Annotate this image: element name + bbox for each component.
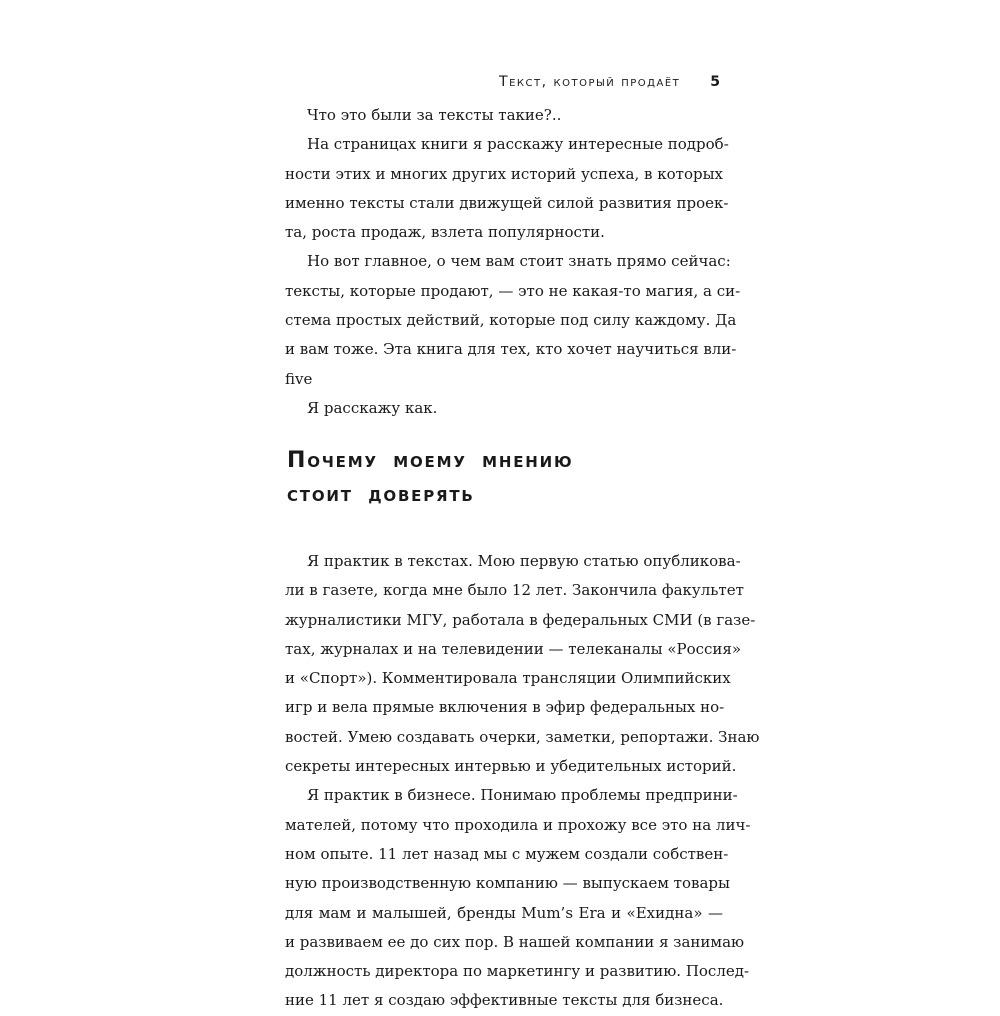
- text-line: журналистики МГУ, работала в федеральных СМИ (в газе-: [285, 610, 756, 629]
- text-line: и «Спорт»). Комментировала трансляции Олимпийских: [285, 669, 731, 688]
- text-line: тексты, которые продают, — это не какая-то магия, а си-: [285, 281, 741, 300]
- text-line: ном опыте. 11 лет назад мы с мужем создали собствен-: [285, 844, 729, 863]
- text-line: мателей, потому что проходила и прохожу все это на лич-: [285, 815, 751, 834]
- text-line: ную производственную компанию — выпускаем товары: [285, 874, 730, 893]
- text-line: Я практик в текстах. Мою первую статью опубликова-: [307, 552, 741, 570]
- text-line: ности этих и многих других историй успеха, в которых: [285, 164, 723, 183]
- text-line: ли в газете, когда мне было 12 лет. Закончила факультет: [285, 581, 744, 600]
- page-number: 5: [710, 74, 720, 90]
- text-line: должность директора по маркетингу и развитию. Послед-: [285, 962, 750, 981]
- text-line: На страницах книги я расскажу интересные подроб-: [307, 135, 729, 154]
- text-line: игр и вела прямые включения в эфир федеральных но-: [285, 698, 725, 717]
- intro-paragraphs: [285, 101, 741, 423]
- text-line: Я расскажу как.: [307, 398, 438, 417]
- running-title: Текст, который продаёт: [499, 74, 681, 90]
- text-line: ние 11 лет я создаю эффективные тексты для бизнеса.: [285, 991, 724, 1010]
- text-line: five: [285, 369, 313, 388]
- text-line: Я практик в бизнесе. Понимаю проблемы предприни-: [307, 786, 738, 805]
- text-line: та, роста продаж, взлета популярности.: [285, 223, 605, 242]
- section-heading-line: Почему моему мнению: [287, 448, 574, 473]
- text-line: тах, журналах и на телевидении — телеканалы «Россия»: [285, 639, 742, 658]
- running-header: [440, 68, 720, 96]
- text-line: и развиваем ее до сих пор. В нашей компании я занимаю: [285, 932, 745, 951]
- text-line: востей. Умею создавать очерки, заметки, репортажи. Знаю: [285, 727, 760, 746]
- section-heading-line: стоит доверять: [287, 482, 475, 507]
- section-body: [285, 547, 760, 1016]
- section-heading: [287, 444, 707, 512]
- text-line: Что это были за тексты такие?..: [307, 106, 562, 124]
- text-line: стема простых действий, которые под силу каждому. Да: [285, 311, 737, 330]
- text-line: для мам и малышей, бренды Mum’s Era и «Ехидна» —: [285, 903, 723, 922]
- text-line: и вам тоже. Эта книга для тех, кто хочет научиться вли-: [285, 340, 737, 359]
- text-line: секреты интересных интервью и убедительных историй.: [285, 757, 737, 776]
- text-line: Но вот главное, о чем вам стоит знать прямо сейчас:: [307, 252, 731, 271]
- text-line: именно тексты стали движущей силой развития проек-: [285, 193, 729, 212]
